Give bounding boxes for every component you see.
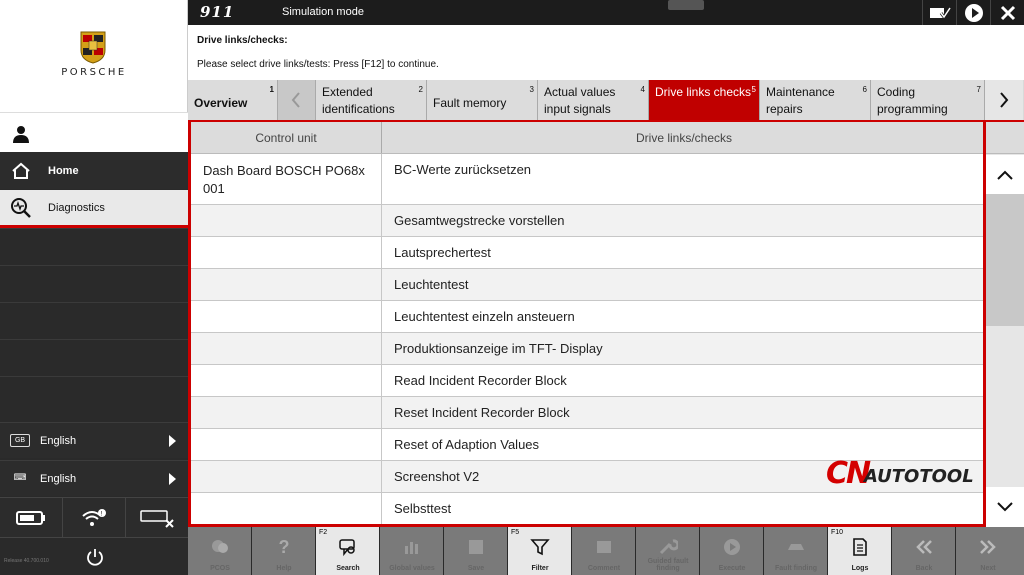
wifi-status[interactable] xyxy=(63,498,126,537)
porsche-crest-icon xyxy=(80,30,106,64)
fkey-help[interactable] xyxy=(252,527,316,575)
table-header xyxy=(191,122,986,154)
tab-label: Coding programming xyxy=(877,85,948,116)
table-row[interactable] xyxy=(191,154,986,205)
chat-icon xyxy=(210,537,230,557)
control-unit-cell xyxy=(191,237,382,268)
column-header-control-unit[interactable]: Control unit xyxy=(191,122,382,153)
tab-overview[interactable] xyxy=(188,80,278,120)
question-icon: ? xyxy=(278,536,290,557)
table-row[interactable] xyxy=(191,205,986,237)
fkey-label: Search xyxy=(336,565,360,572)
top-bar xyxy=(188,0,1024,25)
tab-number: 5 xyxy=(751,85,756,94)
tab-coding-programming[interactable] xyxy=(871,80,985,120)
control-unit-cell: Dash Board BOSCH PO68x 001 xyxy=(191,154,382,204)
sidebar-empty-row xyxy=(0,265,188,302)
fkey-fault-finding[interactable] xyxy=(764,527,828,575)
fkey-label: Guided fault finding xyxy=(647,558,689,572)
user-profile[interactable] xyxy=(0,112,188,152)
keyboard-icon: ⌨ xyxy=(13,472,27,482)
control-unit-cell xyxy=(191,301,382,332)
control-unit-cell xyxy=(191,365,382,396)
fkey-save[interactable] xyxy=(444,527,508,575)
fkey-guided-fault-finding[interactable] xyxy=(636,527,700,575)
sidebar-item-label: Home xyxy=(48,164,79,177)
play-icon xyxy=(722,537,742,557)
table-row[interactable] xyxy=(191,237,986,269)
tab-label: Extended identifications xyxy=(322,85,395,116)
chevron-right-icon xyxy=(997,91,1011,109)
sidebar-empty-row xyxy=(0,376,188,413)
status-icons xyxy=(0,497,188,537)
fkey-number: F5 xyxy=(511,529,520,536)
chevron-left-icon xyxy=(290,91,304,109)
tab-label: Overview xyxy=(194,95,248,110)
page-instructions: Please select drive links/tests: Press [F12] to continue. xyxy=(197,59,439,70)
chevron-down-icon xyxy=(996,501,1014,513)
fkey-label: Global values xyxy=(389,565,435,572)
sidebar-item-diagnostics[interactable] xyxy=(0,190,188,228)
close-icon xyxy=(1000,5,1016,21)
drive-check-cell: Reset Incident Recorder Block xyxy=(394,405,570,420)
fkey-label: Next xyxy=(980,565,996,572)
filter-icon xyxy=(530,537,550,557)
control-unit-cell xyxy=(191,461,382,492)
fkey-label: Fault finding xyxy=(775,565,817,572)
porsche-logo xyxy=(0,0,188,112)
document-icon xyxy=(850,537,870,557)
drive-check-cell: BC-Werte zurücksetzen xyxy=(394,162,532,177)
simulation-mode-label: Simulation mode xyxy=(282,6,364,18)
car-icon xyxy=(786,537,806,557)
language-label: English xyxy=(40,434,77,447)
table-row[interactable] xyxy=(191,269,986,301)
table-row[interactable] xyxy=(191,365,986,397)
fkey-global-values[interactable] xyxy=(380,527,444,575)
save-icon xyxy=(466,537,486,557)
battery-icon xyxy=(16,510,46,526)
vci-status[interactable] xyxy=(126,498,188,537)
comment-icon xyxy=(594,537,614,557)
table-row[interactable] xyxy=(191,333,986,365)
drive-check-cell: Leuchtentest einzeln ansteuern xyxy=(394,309,575,324)
language-selector[interactable] xyxy=(0,422,188,458)
fkey-number: F2 xyxy=(319,529,328,536)
tab-number: 1 xyxy=(269,85,274,94)
play-icon xyxy=(964,3,984,23)
double-chevron-right-icon xyxy=(978,537,998,557)
wifi-icon xyxy=(81,508,107,528)
tab-number: 3 xyxy=(529,85,534,94)
fkey-search[interactable] xyxy=(316,527,380,575)
sidebar-empty-row xyxy=(0,339,188,376)
release-version: Release 40.700.010 xyxy=(4,558,49,564)
diagnostics-icon xyxy=(10,197,32,219)
sidebar-item-label: Diagnostics xyxy=(48,201,105,214)
table-row[interactable] xyxy=(191,397,986,429)
fkey-comment[interactable] xyxy=(572,527,636,575)
tab-number: 4 xyxy=(640,85,645,94)
sidebar xyxy=(0,0,188,575)
tab-maintenance-repairs[interactable] xyxy=(760,80,871,120)
fkey-back[interactable] xyxy=(892,527,956,575)
fkey-label: Logs xyxy=(851,565,869,572)
table-row[interactable] xyxy=(191,301,986,333)
watermark-autotool: AUTOTOOL xyxy=(864,466,974,487)
fkey-execute[interactable] xyxy=(700,527,764,575)
keyboard-layout-selector[interactable] xyxy=(0,460,188,496)
tab-actual-values[interactable] xyxy=(538,80,649,120)
drive-check-cell: Reset of Adaption Values xyxy=(394,437,540,452)
fkey-logs[interactable] xyxy=(828,527,892,575)
fkey-pcos[interactable] xyxy=(188,527,252,575)
page-title: Drive links/checks: xyxy=(197,35,288,46)
vci-disconnected-icon xyxy=(139,508,175,528)
tab-fault-memory[interactable] xyxy=(427,80,538,120)
control-unit-cell xyxy=(191,429,382,460)
watermark-cn: CN xyxy=(826,456,870,491)
flag-badge: GB xyxy=(10,434,30,447)
vehicle-check-icon xyxy=(929,5,951,21)
bar-chart-icon xyxy=(402,537,422,557)
drive-check-cell: Gesamtwegstrecke vorstellen xyxy=(394,213,565,228)
scrollbar-header xyxy=(986,122,1024,154)
chevron-right-icon xyxy=(169,473,176,485)
fkey-label: Save xyxy=(467,565,485,572)
control-unit-cell xyxy=(191,493,382,524)
tab-bar xyxy=(188,80,1024,122)
power-area xyxy=(0,537,188,575)
sidebar-empty-row xyxy=(0,302,188,339)
tab-number: 6 xyxy=(862,85,867,94)
drive-check-cell: Read Incident Recorder Block xyxy=(394,373,567,388)
vehicle-model: 911 xyxy=(200,3,235,21)
chevron-right-icon xyxy=(169,435,176,447)
close-button[interactable] xyxy=(990,0,1024,25)
tab-scroll-left-button[interactable] xyxy=(278,80,316,120)
drive-check-cell: Screenshot V2 xyxy=(394,469,480,484)
tab-drive-links-checks[interactable] xyxy=(649,80,760,120)
scroll-down-button[interactable] xyxy=(986,487,1024,527)
table-row[interactable] xyxy=(191,493,986,525)
double-chevron-left-icon xyxy=(914,537,934,557)
control-unit-cell xyxy=(191,205,382,236)
keyboard-layout-label: English xyxy=(40,472,77,485)
tab-label: Drive links checks xyxy=(655,85,752,99)
drive-check-cell: Produktionsanzeige im TFT- Display xyxy=(394,341,603,356)
drive-check-cell: Selbsttest xyxy=(394,501,452,516)
play-button[interactable] xyxy=(956,0,990,25)
home-icon xyxy=(10,160,32,182)
power-icon[interactable] xyxy=(86,548,104,566)
vehicle-check-button[interactable] xyxy=(922,0,956,25)
fkey-filter[interactable] xyxy=(508,527,572,575)
fkey-label: Filter xyxy=(531,565,549,572)
brand-name: PORSCHE xyxy=(61,67,127,78)
drive-check-cell: Lautsprechertest xyxy=(394,245,491,260)
fkey-number: F10 xyxy=(831,529,844,536)
sidebar-empty-row xyxy=(0,228,188,265)
search-icon xyxy=(338,537,358,557)
fkey-label: Comment xyxy=(587,565,621,572)
control-unit-cell xyxy=(191,397,382,428)
tab-number: 7 xyxy=(976,85,981,94)
fkey-label: PCOS xyxy=(210,565,230,572)
wrench-icon xyxy=(658,537,678,557)
sidebar-item-home[interactable] xyxy=(0,152,188,189)
page-header xyxy=(188,25,1024,80)
column-header-drive-links[interactable]: Drive links/checks xyxy=(635,130,733,145)
svg-text:!: ! xyxy=(100,511,103,517)
tab-label: Maintenance repairs xyxy=(766,85,835,116)
user-icon xyxy=(12,125,30,143)
chevron-up-icon xyxy=(996,169,1014,181)
tab-scroll-right-button[interactable] xyxy=(985,80,1023,120)
watermark-logo xyxy=(826,456,974,491)
control-unit-cell xyxy=(191,269,382,300)
keyboard-toggle-icon[interactable] xyxy=(668,0,704,10)
control-unit-cell xyxy=(191,333,382,364)
tab-label: Actual values input signals xyxy=(544,85,616,116)
scrollbar-thumb[interactable] xyxy=(986,194,1024,326)
fkey-label: Back xyxy=(915,565,933,572)
fkey-label: Execute xyxy=(718,565,746,572)
table-scrollbar[interactable] xyxy=(986,122,1024,527)
tab-number: 2 xyxy=(418,85,423,94)
tab-extended-identifications[interactable] xyxy=(316,80,427,120)
fkey-label: Help xyxy=(276,565,292,572)
battery-status[interactable] xyxy=(0,498,63,537)
fkey-next[interactable] xyxy=(956,527,1024,575)
scroll-up-button[interactable] xyxy=(986,155,1024,195)
function-key-bar xyxy=(188,527,1024,575)
drive-check-cell: Leuchtentest xyxy=(394,277,469,292)
tab-label: Fault memory xyxy=(433,95,507,110)
